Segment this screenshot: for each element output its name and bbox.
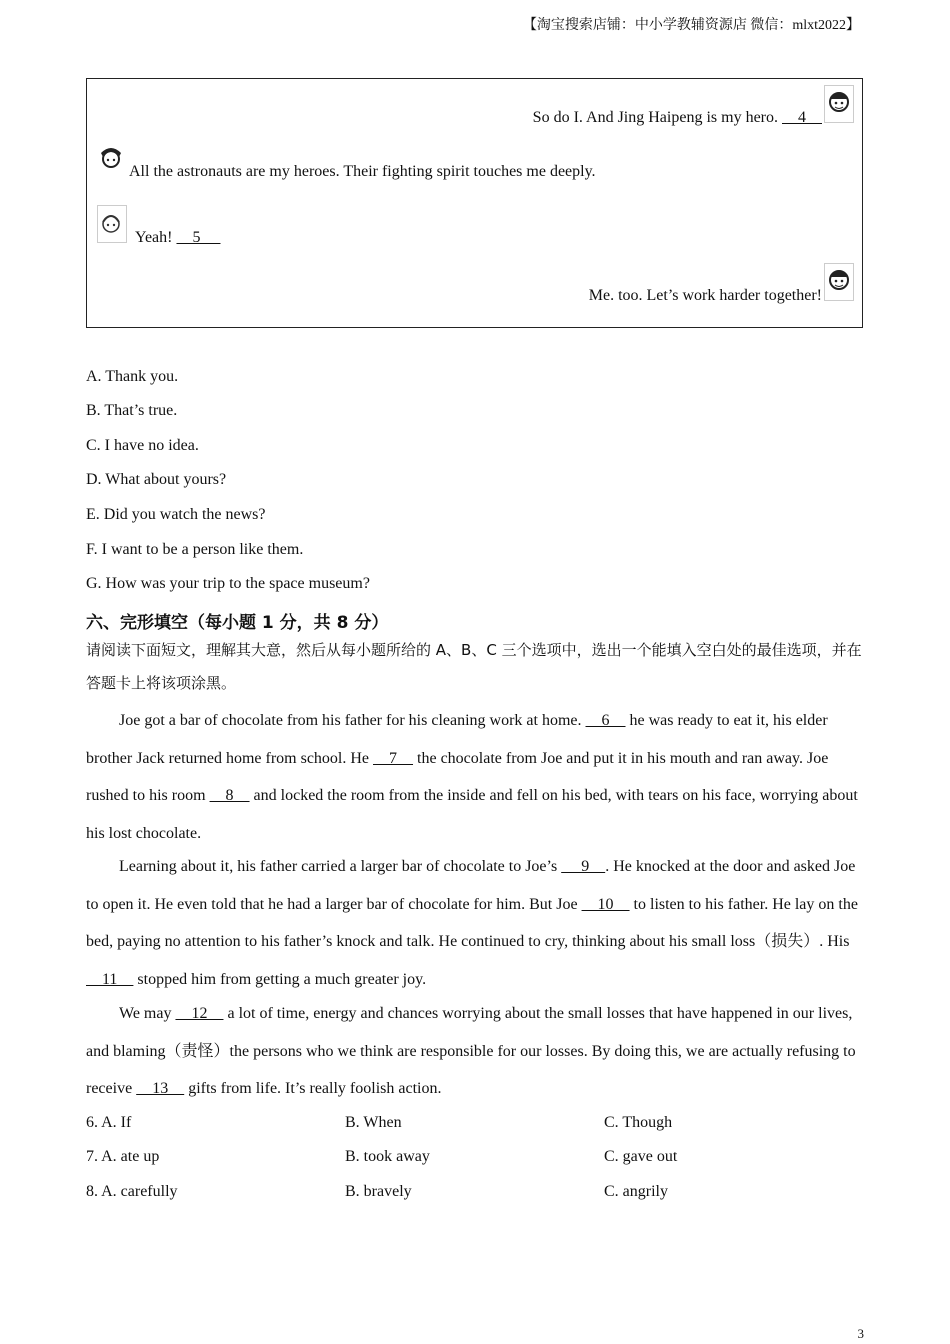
section-title: 六、完形填空（每小题 1 分，共 8 分） xyxy=(86,613,389,633)
blank-12: 12 xyxy=(175,1005,224,1022)
q6-option-a: 6. A. If xyxy=(86,1114,132,1131)
dialogue-line-4: Me. too. Let’s work harder together! xyxy=(588,287,822,304)
option-c: C. I have no idea. xyxy=(86,437,199,454)
option-b: B. That’s true. xyxy=(86,402,178,419)
dialogue-line-1: So do I. And Jing Haipeng is my hero. 4 xyxy=(532,109,822,126)
blank-10: 10 xyxy=(581,895,630,913)
section-instruction: 请阅读下面短文，理解其大意，然后从每小题所给的 A、B、C 三个选项中，选出一个能填入空白处的最佳选项，并在答题卡上将该项涂黑。 xyxy=(86,641,862,692)
boy-avatar-icon-2 xyxy=(824,263,854,301)
option-f: F. I want to be a person like them. xyxy=(86,541,304,558)
blank-5: 5 xyxy=(176,229,221,246)
q6-option-b: B. When xyxy=(345,1114,402,1131)
boy-avatar-icon xyxy=(824,85,854,123)
q6-option-c: C. Though xyxy=(604,1114,673,1131)
page-header: 【淘宝搜索店铺：中小学教辅资源店 微信：mlxt2022】 xyxy=(522,18,860,33)
dialogue-line-3: Yeah! 5 xyxy=(135,229,221,246)
girl-avatar-icon-2 xyxy=(97,205,127,243)
option-e: E. Did you watch the news? xyxy=(86,506,266,523)
girl-avatar-icon xyxy=(97,145,127,183)
dialogue-line-2: All the astronauts are my heroes. Their fighting spirit touches me deeply. xyxy=(129,163,596,180)
passage-paragraph-3: We may 12 a lot of time, energy and chances worrying about the small losses that have happened in our lives, and blaming（责怪）the persons who we think are responsible for our losses. By doing this, we are actually refusing to receive 13 gifts from life. It’s really foolish action. xyxy=(86,1005,856,1097)
blank-11: 11 xyxy=(86,970,134,988)
q8-option-a: 8. A. carefully xyxy=(86,1183,178,1200)
dialogue-box xyxy=(86,78,863,328)
q7-option-b: B. took away xyxy=(345,1148,430,1165)
blank-9: 9 xyxy=(561,858,606,875)
blank-4: 4 xyxy=(782,109,822,126)
blank-7: 7 xyxy=(373,749,414,767)
option-g: G. How was your trip to the space museum? xyxy=(86,575,370,592)
page-number: 3 xyxy=(857,1326,864,1341)
option-a: A. Thank you. xyxy=(86,368,179,385)
q8-option-b: B. bravely xyxy=(345,1183,412,1200)
q7-option-c: C. gave out xyxy=(604,1148,678,1165)
q7-option-a: 7. A. ate up xyxy=(86,1148,160,1165)
q8-option-c: C. angrily xyxy=(604,1183,668,1200)
blank-13: 13 xyxy=(136,1080,185,1097)
blank-8: 8 xyxy=(209,787,250,804)
option-d: D. What about yours? xyxy=(86,471,227,488)
blank-6: 6 xyxy=(585,712,626,729)
passage-paragraph-1: Joe got a bar of chocolate from his father for his cleaning work at home. 6 he was ready to eat it, his elder brother Jack returned home from school. He 7 the chocolate from Joe and put it in his mouth and ran away. Joe rushed to his room 8 and locked the room from the inside and fell on his bed, with tears on his face, worrying about his lost chocolate. xyxy=(86,712,858,842)
passage-paragraph-2: Learning about it, his father carried a larger bar of chocolate to Joe’s 9 . He knocked at the door and asked Joe to open it. He even told that he had a larger bar of chocolate for him. But Joe 10 to listen to his father. He lay on the bed, paying no attention to his father’s knock and talk. He continued to cry, thinking about his small loss（损失）. His 11 stopped him from getting a much greater joy. xyxy=(86,858,858,988)
